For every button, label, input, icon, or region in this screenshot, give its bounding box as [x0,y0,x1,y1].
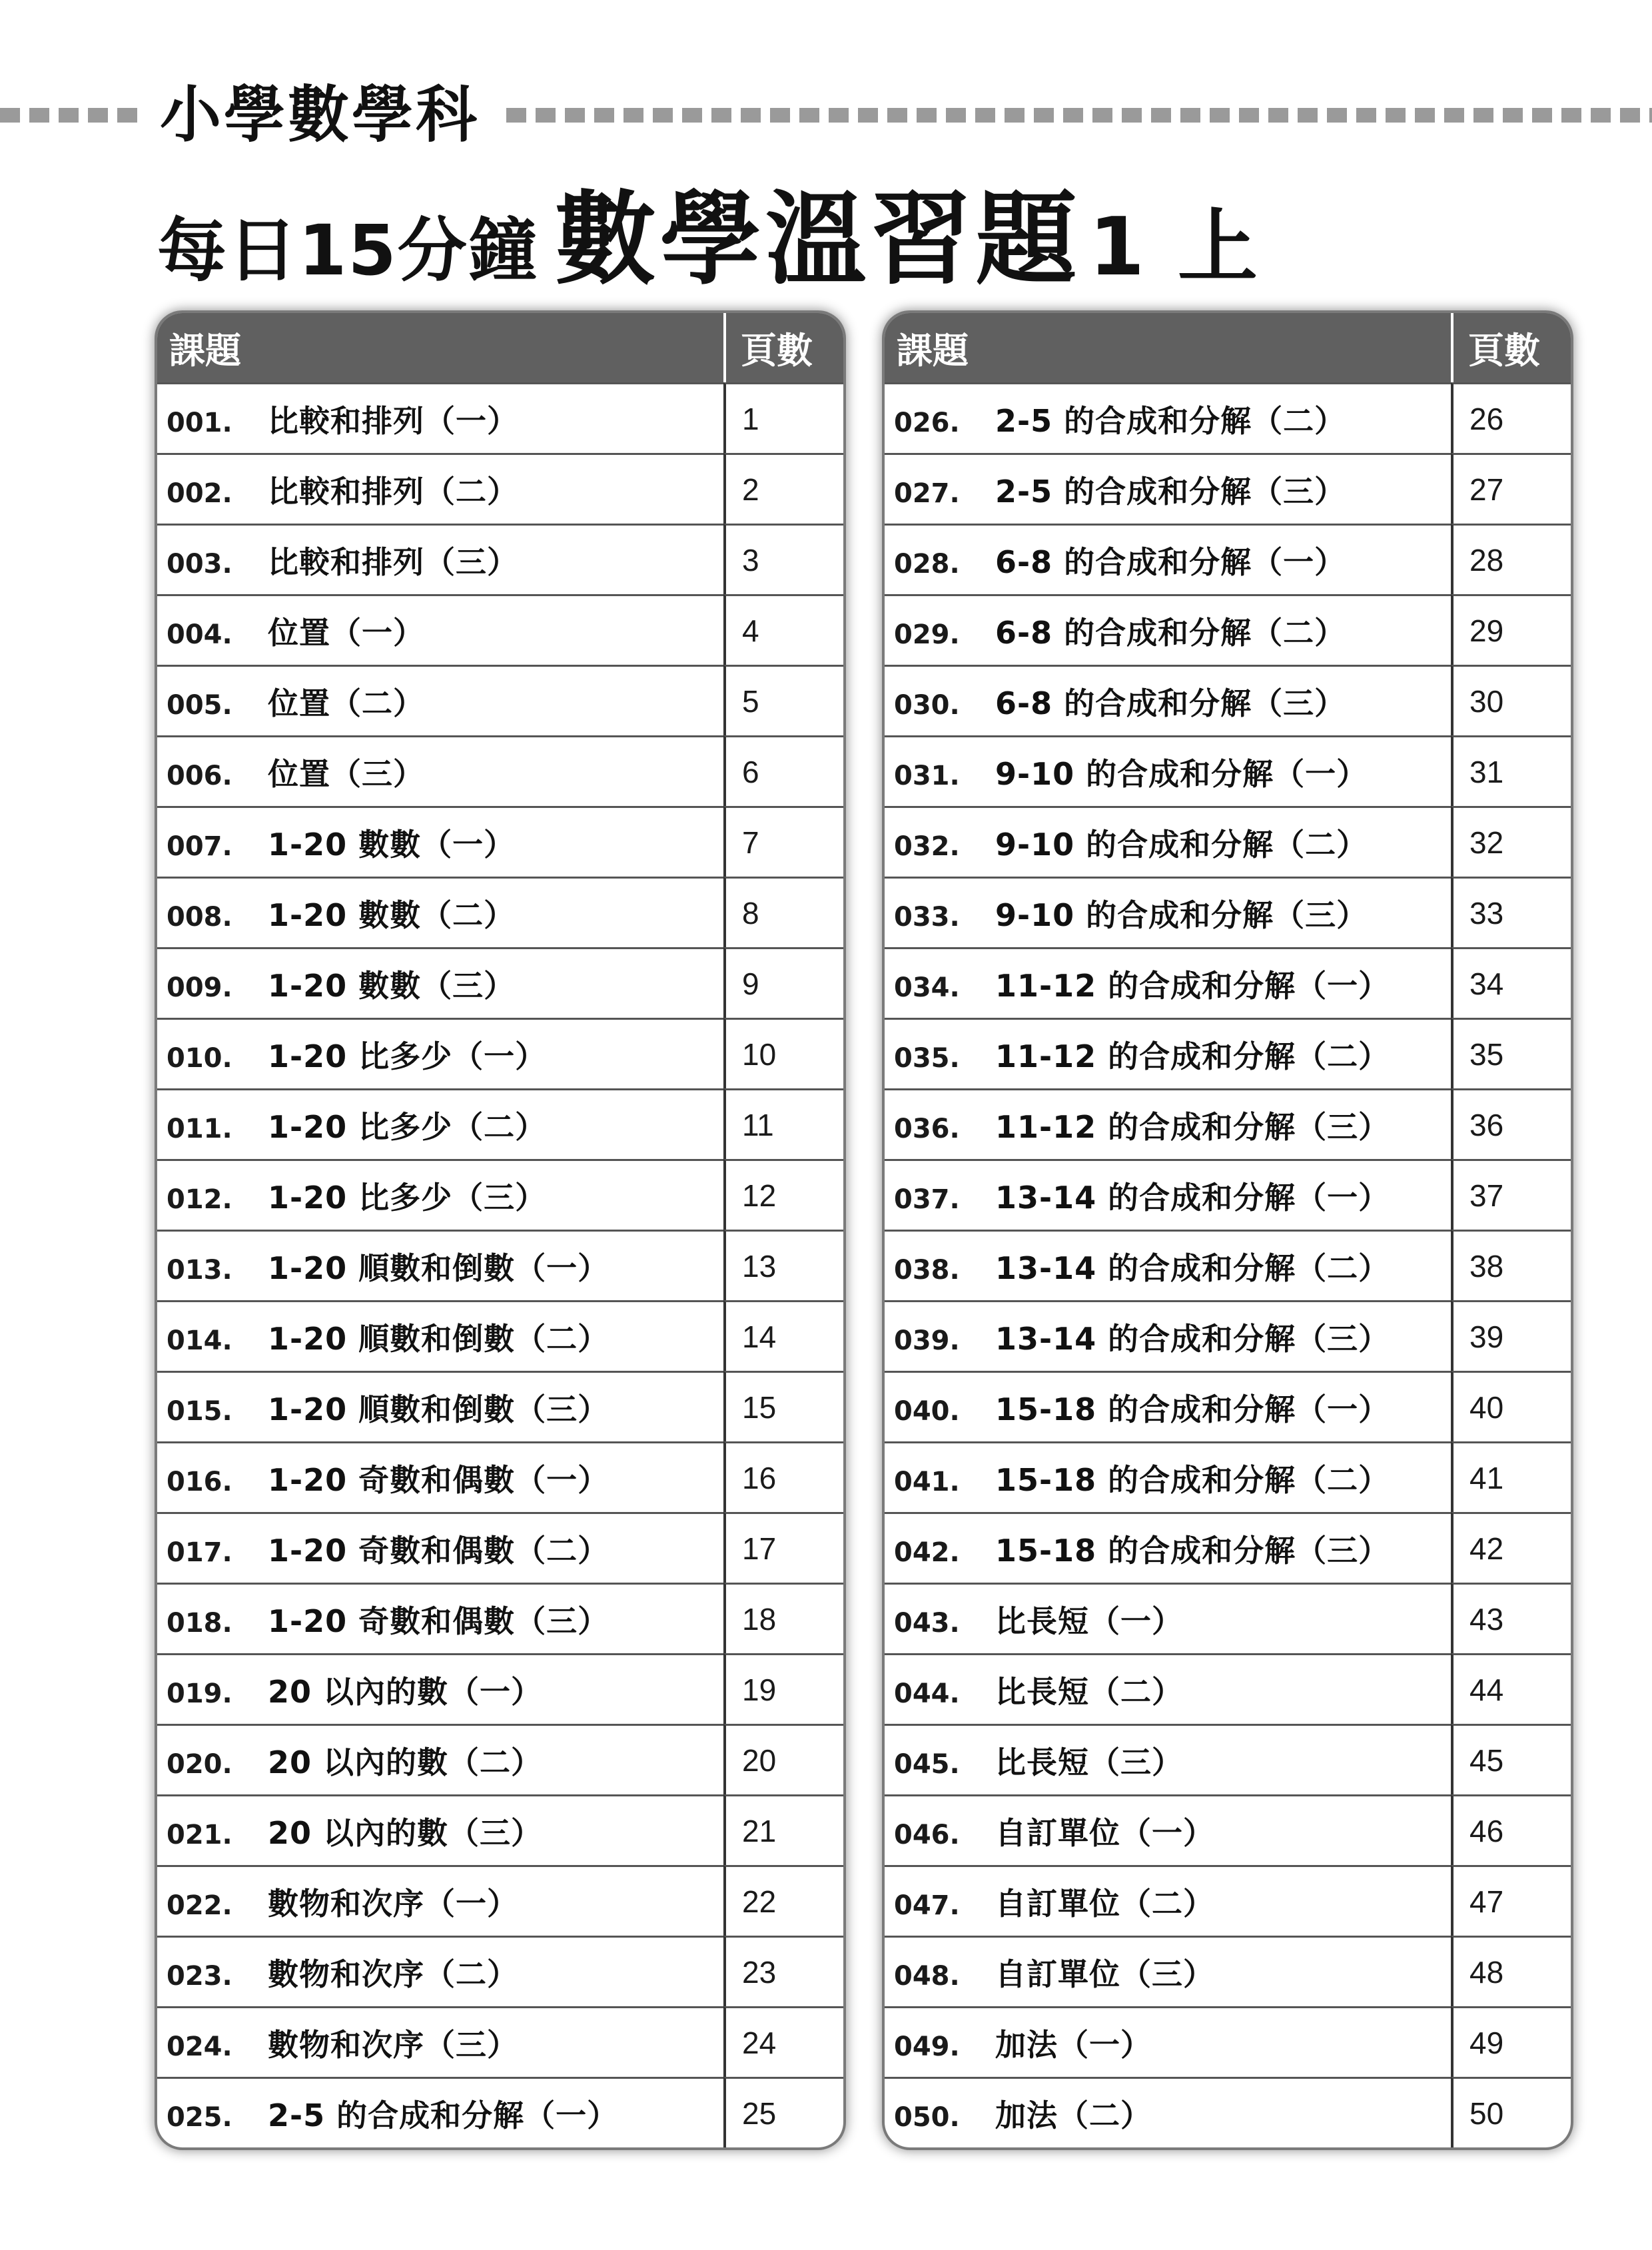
topic-code: 011. [167,1113,232,1144]
topic-title: 比長短（二） [995,1673,1183,1710]
page-number: 3 [723,524,843,594]
topic-cell [157,1441,723,1512]
page-number: 22 [723,1865,843,1936]
topic-code: 043. [894,1607,960,1639]
topic-title: 13-14 的合成和分解（一） [995,1179,1390,1216]
table-row [885,1300,1571,1371]
topic-cell [885,1441,1451,1512]
toc-body-right [885,382,1571,2147]
topic-code: 037. [894,1184,960,1215]
topic-cell [157,524,723,594]
topic-cell [885,1159,1451,1230]
topic-column-header: 課題 [157,313,723,382]
topic-cell [885,2006,1451,2077]
page-number: 20 [723,1724,843,1794]
table-row [885,1936,1571,2006]
topic-cell [157,2077,723,2147]
topic-code: 024. [167,2031,232,2062]
table-row [157,1865,843,1936]
table-row [885,1724,1571,1794]
page-number: 26 [1451,382,1571,453]
page-number: 42 [1451,1512,1571,1583]
topic-cell [157,947,723,1018]
table-row [157,1230,843,1300]
page-number: 36 [1451,1088,1571,1159]
table-row [885,2006,1571,2077]
table-row [157,665,843,735]
page-number: 31 [1451,735,1571,806]
topic-title: 2-5 的合成和分解（二） [995,402,1346,439]
topic-cell [157,735,723,806]
topic-cell [885,1371,1451,1441]
topic-code: 015. [167,1395,232,1427]
topic-title: 比長短（三） [995,1744,1183,1780]
topic-title: 1-20 奇數和偶數（一） [268,1461,610,1498]
table-row [885,735,1571,806]
topic-code: 007. [167,831,232,862]
decorative-dash-line-left [0,108,143,123]
table-row [885,1159,1571,1230]
topic-code: 002. [167,478,232,509]
topic-code: 008. [167,901,232,933]
topic-title: 15-18 的合成和分解（一） [995,1391,1390,1427]
topic-cell [157,1653,723,1724]
toc-table-right [885,313,1571,2147]
topic-title: 1-20 數數（三） [268,967,516,1004]
table-row [885,1018,1571,1088]
topic-cell [885,2077,1451,2147]
topic-cell [885,382,1451,453]
table-row [157,1512,843,1583]
page-number: 41 [1451,1441,1571,1512]
table-row [885,1512,1571,1583]
page-number: 28 [1451,524,1571,594]
page-number: 49 [1451,2006,1571,2077]
topic-title: 比較和排列（三） [268,544,518,580]
topic-cell [885,524,1451,594]
topic-cell [885,1583,1451,1653]
page-number: 23 [723,1936,843,2006]
topic-title: 9-10 的合成和分解（二） [995,826,1368,863]
topic-cell [157,665,723,735]
table-row [157,2077,843,2147]
title-big: 數學溫習題 [554,181,1081,298]
table-row [885,1088,1571,1159]
table-row [157,1441,843,1512]
topic-title: 6-8 的合成和分解（二） [995,614,1346,651]
title-tail: 1 上 [1088,201,1261,294]
table-row [157,1724,843,1794]
table-row [885,877,1571,947]
page-number: 44 [1451,1653,1571,1724]
table-row [157,1936,843,2006]
topic-code: 023. [167,1960,232,1992]
topic-code: 012. [167,1184,232,1215]
page-number: 6 [723,735,843,806]
page-number: 37 [1451,1159,1571,1230]
topic-code: 041. [894,1466,960,1497]
topic-cell [885,1300,1451,1371]
table-row [885,382,1571,453]
topic-title: 9-10 的合成和分解（三） [995,897,1368,933]
page-number: 4 [723,594,843,665]
topic-cell [157,1724,723,1794]
topic-cell [157,453,723,524]
topic-title: 20 以內的數（三） [268,1814,543,1851]
topic-cell [885,594,1451,665]
topic-title: 1-20 比多少（一） [268,1038,547,1074]
table-row [157,453,843,524]
topic-title: 15-18 的合成和分解（二） [995,1461,1390,1498]
table-row [157,877,843,947]
page-number: 15 [723,1371,843,1441]
page-number: 30 [1451,665,1571,735]
topic-title: 1-20 奇數和偶數（三） [268,1603,610,1639]
topic-code: 036. [894,1113,960,1144]
topic-title: 1-20 比多少（二） [268,1108,547,1145]
page-number: 46 [1451,1794,1571,1865]
topic-cell [885,806,1451,877]
topic-cell [157,1865,723,1936]
topic-code: 020. [167,1748,232,1780]
topic-title: 數物和次序（二） [268,1956,518,1992]
page-number: 16 [723,1441,843,1512]
title-small: 每日15分鐘 [157,210,539,291]
topic-title: 1-20 比多少（三） [268,1179,547,1216]
topic-title: 自訂單位（三） [995,1956,1214,1992]
topic-title: 13-14 的合成和分解（三） [995,1320,1390,1357]
topic-title: 加法（一） [995,2026,1152,2063]
table-row [885,1371,1571,1441]
page-number: 39 [1451,1300,1571,1371]
topic-code: 018. [167,1607,232,1639]
table-row [157,947,843,1018]
topic-column-header: 課題 [885,313,1451,382]
table-row [157,524,843,594]
topic-code: 001. [167,407,232,438]
topic-cell [157,1088,723,1159]
topic-code: 038. [894,1254,960,1286]
topic-title: 15-18 的合成和分解（三） [995,1532,1390,1569]
page-number: 14 [723,1300,843,1371]
topic-cell [157,1300,723,1371]
table-row [157,1300,843,1371]
topic-title: 1-20 順數和倒數（三） [268,1391,610,1427]
topic-code: 049. [894,2031,960,2062]
topic-code: 016. [167,1466,232,1497]
page-number: 33 [1451,877,1571,947]
topic-title: 2-5 的合成和分解（三） [995,473,1346,510]
page-number: 10 [723,1018,843,1088]
topic-code: 009. [167,972,232,1003]
topic-title: 1-20 順數和倒數（一） [268,1250,610,1286]
topic-cell [885,665,1451,735]
topic-cell [885,1018,1451,1088]
topic-code: 021. [167,1819,232,1850]
table-row [885,1794,1571,1865]
page-number: 43 [1451,1583,1571,1653]
topic-title: 20 以內的數（一） [268,1673,543,1710]
topic-cell [885,1230,1451,1300]
page-number: 11 [723,1088,843,1159]
table-row [885,806,1571,877]
topic-title: 6-8 的合成和分解（一） [995,544,1346,580]
table-row [157,594,843,665]
page-number: 47 [1451,1865,1571,1936]
table-row [885,1865,1571,1936]
topic-cell [885,453,1451,524]
topic-cell [885,1865,1451,1936]
topic-cell [157,1230,723,1300]
topic-cell [157,1371,723,1441]
topic-cell [885,1653,1451,1724]
page-number: 48 [1451,1936,1571,2006]
topic-title: 位置（一） [268,614,424,651]
topic-code: 032. [894,831,960,862]
topic-cell [157,2006,723,2077]
table-row [885,665,1571,735]
table-row [157,1018,843,1088]
topic-cell [157,1159,723,1230]
topic-code: 034. [894,972,960,1003]
topic-code: 031. [894,760,960,791]
topic-cell [157,594,723,665]
page-column-header: 頁數 [1451,313,1571,382]
page-number: 12 [723,1159,843,1230]
page-number: 35 [1451,1018,1571,1088]
topic-code: 030. [894,689,960,721]
page-number: 40 [1451,1371,1571,1441]
topic-title: 比較和排列（一） [268,402,518,439]
page-number: 27 [1451,453,1571,524]
topic-code: 003. [167,548,232,579]
topic-code: 014. [167,1325,232,1356]
table-row [157,1159,843,1230]
topic-title: 1-20 奇數和偶數（二） [268,1532,610,1569]
page-number: 50 [1451,2077,1571,2147]
topic-cell [157,382,723,453]
topic-title: 加法（二） [995,2097,1152,2133]
topic-code: 010. [167,1042,232,1074]
page-title [157,159,1260,304]
topic-title: 2-5 的合成和分解（一） [268,2097,619,2133]
table-row [885,453,1571,524]
topic-code: 025. [167,2101,232,2133]
topic-code: 017. [167,1537,232,1568]
topic-cell [885,1794,1451,1865]
page-number: 5 [723,665,843,735]
table-row [157,1371,843,1441]
toc-table-left [157,313,843,2147]
table-row [157,806,843,877]
page-number: 2 [723,453,843,524]
page-number: 34 [1451,947,1571,1018]
topic-cell [885,1512,1451,1583]
topic-title: 自訂單位（二） [995,1885,1214,1922]
table-row [885,1441,1571,1512]
topic-code: 022. [167,1890,232,1921]
page-column-header: 頁數 [723,313,843,382]
topic-title: 6-8 的合成和分解（三） [995,685,1346,721]
topic-cell [157,1512,723,1583]
topic-title: 1-20 數數（一） [268,826,516,863]
table-row [885,947,1571,1018]
topic-title: 11-12 的合成和分解（二） [995,1038,1390,1074]
page-number: 29 [1451,594,1571,665]
page-number: 17 [723,1512,843,1583]
topic-code: 035. [894,1042,960,1074]
table-row [157,1794,843,1865]
topic-title: 9-10 的合成和分解（一） [995,755,1368,792]
topic-title: 比長短（一） [995,1603,1183,1639]
topic-code: 039. [894,1325,960,1356]
page-number: 19 [723,1653,843,1724]
topic-code: 044. [894,1678,960,1709]
topic-cell [157,1794,723,1865]
topic-code: 047. [894,1890,960,1921]
page-number: 13 [723,1230,843,1300]
topic-code: 019. [167,1678,232,1709]
topic-title: 11-12 的合成和分解（三） [995,1108,1390,1145]
table-row [885,1583,1571,1653]
topic-cell [157,877,723,947]
topic-title: 位置（三） [268,755,424,792]
topic-title: 1-20 順數和倒數（二） [268,1320,610,1357]
topic-title: 20 以內的數（二） [268,1744,543,1780]
table-row [157,735,843,806]
topic-cell [885,1936,1451,2006]
topic-cell [885,1724,1451,1794]
topic-code: 013. [167,1254,232,1286]
topic-code: 028. [894,548,960,579]
table-row [885,1230,1571,1300]
page-number: 1 [723,382,843,453]
topic-code: 048. [894,1960,960,1992]
topic-code: 006. [167,760,232,791]
topic-code: 040. [894,1395,960,1427]
page-number: 7 [723,806,843,877]
table-row [885,1653,1571,1724]
topic-cell [885,1088,1451,1159]
page-number: 9 [723,947,843,1018]
page-number: 38 [1451,1230,1571,1300]
page-number: 45 [1451,1724,1571,1794]
page-number: 8 [723,877,843,947]
topic-cell [885,877,1451,947]
topic-code: 045. [894,1748,960,1780]
topic-title: 13-14 的合成和分解（二） [995,1250,1390,1286]
topic-title: 自訂單位（一） [995,1814,1214,1851]
table-row [157,2006,843,2077]
topic-cell [885,947,1451,1018]
table-row [885,2077,1571,2147]
topic-code: 005. [167,689,232,721]
topic-code: 026. [894,407,960,438]
topic-title: 1-20 數數（二） [268,897,516,933]
topic-title: 數物和次序（一） [268,1885,518,1922]
topic-code: 033. [894,901,960,933]
table-row [885,594,1571,665]
page-subtitle: 小學數學科 [160,79,480,151]
topic-cell [157,1936,723,2006]
page-number: 32 [1451,806,1571,877]
topic-title: 11-12 的合成和分解（一） [995,967,1390,1004]
table-row [157,1088,843,1159]
topic-title: 數物和次序（三） [268,2026,518,2063]
topic-title: 位置（二） [268,685,424,721]
table-row [157,1653,843,1724]
decorative-dash-line-right [506,108,1652,123]
topic-code: 050. [894,2101,960,2133]
topic-cell [157,1583,723,1653]
topic-code: 029. [894,619,960,650]
table-header-row [885,313,1571,382]
table-row [885,524,1571,594]
topic-title: 比較和排列（二） [268,473,518,510]
topic-code: 027. [894,478,960,509]
topic-cell [157,1018,723,1088]
topic-code: 004. [167,619,232,650]
toc-body-left [157,382,843,2147]
page-number: 18 [723,1583,843,1653]
topic-code: 042. [894,1537,960,1568]
topic-cell [885,735,1451,806]
table-row [157,382,843,453]
topic-code: 046. [894,1819,960,1850]
page-number: 24 [723,2006,843,2077]
table-header-row [157,313,843,382]
topic-cell [157,806,723,877]
page-number: 25 [723,2077,843,2147]
page-number: 21 [723,1794,843,1865]
table-row [157,1583,843,1653]
